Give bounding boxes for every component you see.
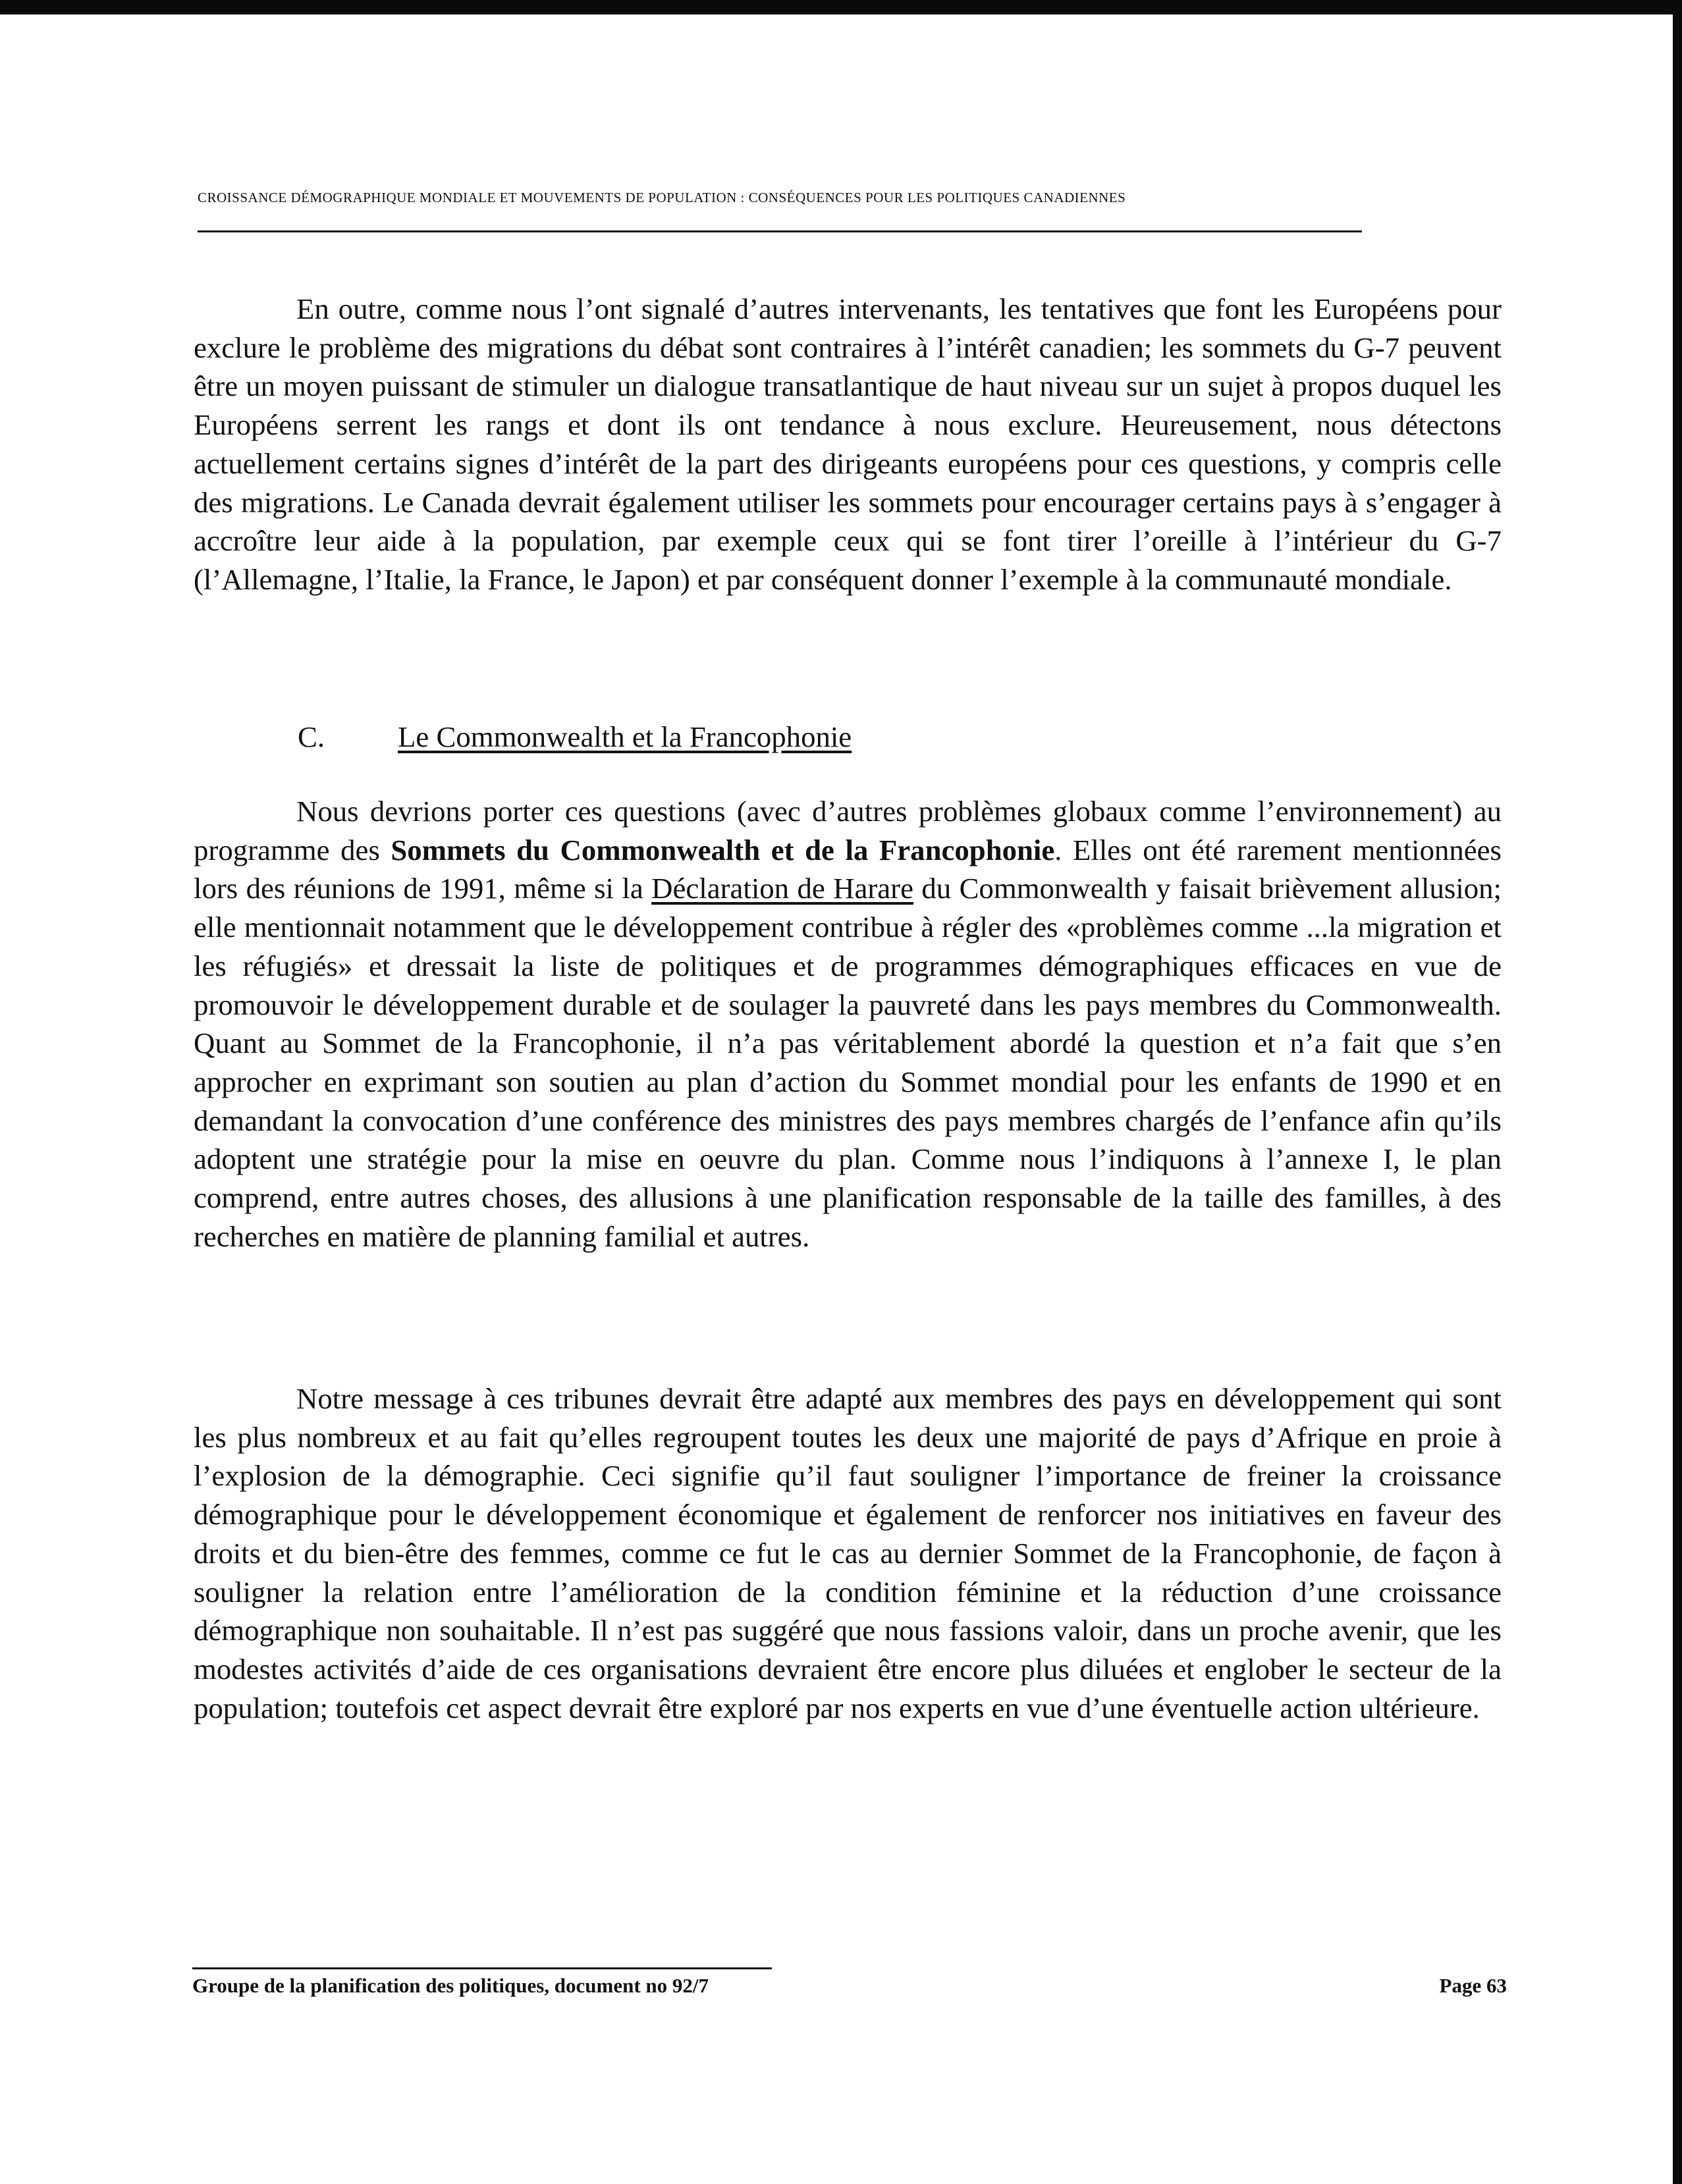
underlined-reference: Déclaration de Harare <box>651 872 913 905</box>
section-letter: C. <box>298 720 325 753</box>
paragraph-message-tribunes <box>194 1379 1502 1727</box>
bold-emphasis: Sommets du Commonwealth et de la Francophonie <box>391 833 1055 866</box>
paragraph-text <box>194 792 1502 1256</box>
paragraph-g7-summits <box>194 290 1502 599</box>
scan-top-border <box>0 0 1682 14</box>
paragraph-text: Notre message à ces tribunes devrait être adapté aux membres des pays en développement qui sont les plus nombreux et au fait qu’elles regroupent toutes les deux une majorité de pays d’Afrique en proie à l’explosion de la démographie. Ceci signifie qu’il faut souligner l’importance de freiner la croissance démographique pour le développement économique et également de renforcer nos initiatives en faveur des droits et du bien-être des femmes, comme ce fut le cas au dernier Sommet de la Francophonie, de façon à souligner la relation entre l’amélioration de la condition féminine et la réduction d’une croissance démographique non souhaitable. Il n’est pas suggéré que nous fassions valoir, dans un proche avenir, que les modestes activités d’aide de ces organisations devraient être encore plus diluées et englober le secteur de la population; toutefois cet aspect devrait être exploré par nos experts en vue d’une éventuelle action ultérieure. <box>194 1382 1502 1724</box>
running-header: CROISSANCE DÉMOGRAPHIQUE MONDIALE ET MOUVEMENTS DE POPULATION : CONSÉQUENCES POUR LES POLITIQUES CANADIENNES <box>198 190 1126 205</box>
footer-document-reference: Groupe de la planification des politiques, document no 92/7 <box>192 1974 709 1997</box>
section-title: Le Commonwealth et la Francophonie <box>398 720 852 753</box>
header-rule <box>198 230 1362 232</box>
paragraph-text-run: Nous devrions porter ces questions (avec d’autres problèmes globaux comme l’environnement) au programme des <box>194 795 1502 866</box>
paragraph-text-run: . Elles ont été rarement mentionnées lors des réunions de 1991, même si la <box>194 833 1502 905</box>
paragraph-text: En outre, comme nous l’ont signalé d’autres intervenants, les tentatives que font les Européens pour exclure le problème des migrations du débat sont contraires à l’intérêt canadien; les sommets du G-7 peuvent être un moyen puissant de stimuler un dialogue transatlantique de haut niveau sur un sujet à propos duquel les Européens serrent les rangs et dont ils ont tendance à nous exclure. Heureusement, nous détectons actuellement certains signes d’intérêt de la part des dirigeants européens pour ces questions, y compris celle des migrations. Le Canada devrait également utiliser les sommets pour encourager certains pays à s’engager à accroître leur aide à la population, par exemple ceux qui se font tirer l’oreille à l’intérieur du G-7 (l’Allemagne, l’Italie, la France, le Japon) et par conséquent donner l’exemple à la communauté mondiale. <box>194 292 1502 596</box>
scan-right-border <box>1673 0 1682 2184</box>
paragraph-text-run: du Commonwealth y faisait brièvement allusion; elle mentionnait notamment que le développement contribue à régler des «problèmes comme ...la migration et les réfugiés» et dressait la liste de politiques et de programmes démographiques efficaces en vue de promouvoir le développement durable et de soulager la pauvreté dans les pays membres du Commonwealth. Quant au Sommet de la Francophonie, il n’a pas véritablement abordé la question et n’a fait que s’en approcher en exprimant son soutien au plan d’action du Sommet mondial pour les enfants de 1990 et en demandant la convocation d’une conférence des ministres des pays membres chargés de l’enfance afin qu’ils adoptent une stratégie pour la mise en oeuvre du plan. Comme nous l’indiquons à l’annexe I, le plan comprend, entre autres choses, des allusions à une planification responsable de la taille des familles, à des recherches en matière de planning familial et autres. <box>194 872 1502 1253</box>
paragraph-commonwealth-francophonie <box>194 792 1502 1256</box>
footer-rule <box>192 1967 772 1969</box>
footer-page-number: Page 63 <box>1439 1974 1507 1997</box>
section-heading <box>298 718 852 757</box>
